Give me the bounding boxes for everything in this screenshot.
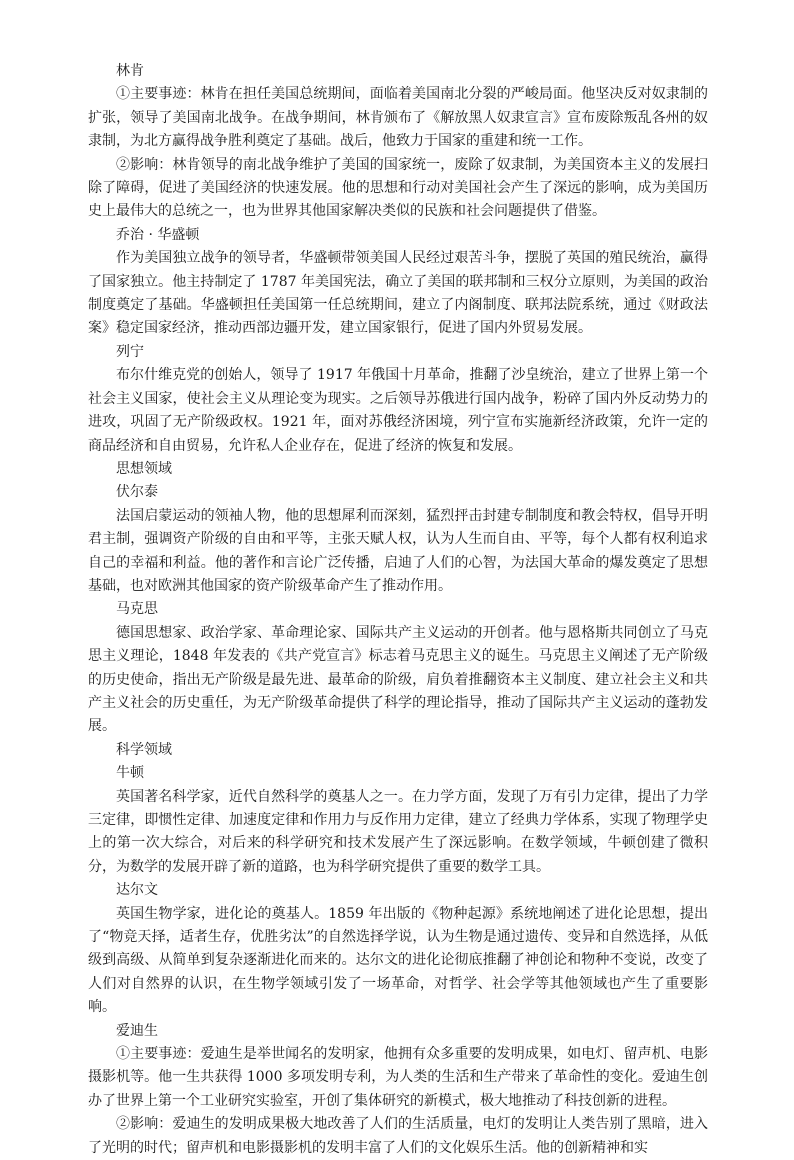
heading-lincoln: 林肯	[116, 63, 144, 79]
document-page	[88, 60, 708, 1160]
paragraph-darwin: 英国生物学家，进化论的奠基人。1859 年出版的《物种起源》系统地阐述了进化论思想，提出了“物竞天择，适者生存，优胜劣汰”的自然选择学说，认为生物是通过遗传、变异和自然选择，从低级到高级、从简单到复杂逐渐进化而来的。达尔文的进化论彻底推翻了神创论和物种不变说，改变了人们对自然界的认识，在生物学领域引发了一场革命，对哲学、社会学等其他领域也产生了重要影响。	[88, 905, 708, 1016]
paragraph-lenin: 布尔什维克党的创始人，领导了 1917 年俄国十月革命，推翻了沙皇统治，建立了世界上第一个社会主义国家，使社会主义从理论变为现实。之后领导苏俄进行国内战争，粉碎了国内外反动势力的进攻，巩固了无产阶级政权。1921 年，面对苏俄经济困境，列宁宣布实施新经济政策，允许一定的商品经济和自由贸易，允许私人企业存在，促进了经济的恢复和发展。	[88, 367, 708, 454]
section-heading-science: 科学领域	[116, 741, 172, 758]
paragraph-lincoln-influence: ②影响：林肯领导的南北战争维护了美国的国家统一，废除了奴隶制，为美国资本主义的发展扫除了障碍，促进了美国经济的快速发展。他的思想和行动对美国社会产生了深远的影响，成为美国历史上最伟大的总统之一，也为世界其他国家解决类似的民族和社会问题提供了借鉴。	[88, 156, 708, 220]
heading-lenin: 列宁	[116, 343, 144, 360]
paragraph-marx: 德国思想家、政治学家、革命理论家、国际共产主义运动的开创者。他与恩格斯共同创立了马克思主义理论，1848 年发表的《共产党宣言》标志着马克思主义的诞生。马克思主义阐述了无产阶级的历史使命，指出无产阶级是最先进、最革命的阶级，肩负着推翻资本主义制度、建立社会主义和共产主义社会的历史重任，为无产阶级革命提供了科学的理论指导，推动了国际共产主义运动的蓬勃发展。	[88, 624, 708, 735]
heading-marx: 马克思	[116, 601, 158, 618]
paragraph-lincoln-deeds: ①主要事迹：林肯在担任美国总统期间，面临着美国南北分裂的严峻局面。他坚决反对奴隶制的扩张，领导了美国南北战争。在战争期间，林肯颁布了《解放黑人奴隶宣言》宣布废除叛乱各州的奴隶制，为北方赢得战争胜利奠定了基础。战后，他致力于国家的重建和统一工作。	[88, 86, 708, 150]
heading-edison: 爱迪生	[116, 1022, 158, 1039]
paragraph-edison-deeds: ①主要事迹：爱迪生是举世闻名的发明家，他拥有众多重要的发明成果，如电灯、留声机、电影摄影机等。他一生共获得 1000 多项发明专利，为人类的生活和生产带来了革命性的变化。爱迪生创办了世界上第一个工业研究实验室，开创了集体研究的新模式，极大地推动了科技创新的进程。	[88, 1046, 708, 1109]
heading-darwin: 达尔文	[116, 882, 158, 899]
paragraph-voltaire: 法国启蒙运动的领袖人物，他的思想犀利而深刻，猛烈抨击封建专制制度和教会特权，倡导开明君主制，强调资产阶级的自由和平等，主张天赋人权，认为人生而自由、平等，每个人都有权利追求自己的幸福和利益。他的著作和言论广泛传播，启迪了人们的心智，为法国大革命的爆发奠定了思想基础，也对欧洲其他国家的资产阶级革命产生了推动作用。	[88, 507, 708, 594]
heading-washington: 乔治 · 华盛顿	[116, 226, 200, 243]
paragraph-newton: 英国著名科学家，近代自然科学的奠基人之一。在力学方面，发现了万有引力定律，提出了力学三定律，即惯性定律、加速度定律和作用力与反作用力定律，建立了经典力学体系，实现了物理学史上的第一次大综合，对后来的科学研究和技术发展产生了深远影响。在数学领域，牛顿创建了微积分，为数学的发展开辟了新的道路，也为科学研究提供了重要的数学工具。	[88, 788, 708, 875]
heading-newton: 牛顿	[116, 765, 144, 782]
paragraph-washington: 作为美国独立战争的领导者，华盛顿带领美国人民经过艰苦斗争，摆脱了英国的殖民统治，赢得了国家独立。他主持制定了 1787 年美国宪法，确立了美国的联邦制和三权分立原则，为美国的政治制度奠定了基础。华盛顿担任美国第一任总统期间，建立了内阁制度、联邦法院系统，通过《财政法案》稳定国家经济，推动西部边疆开发，建立国家银行，促进了国内外贸易发展。	[88, 250, 708, 337]
heading-voltaire: 伏尔泰	[116, 484, 158, 501]
section-heading-thought: 思想领域	[116, 460, 172, 477]
paragraph-edison-influence: ②影响：爱迪生的发明成果极大地改善了人们的生活质量，电灯的发明让人类告别了黑暗，进入了光明的时代；留声机和电影摄影机的发明丰富了人们的文化娱乐生活。他的创新精神和实	[88, 1116, 708, 1156]
